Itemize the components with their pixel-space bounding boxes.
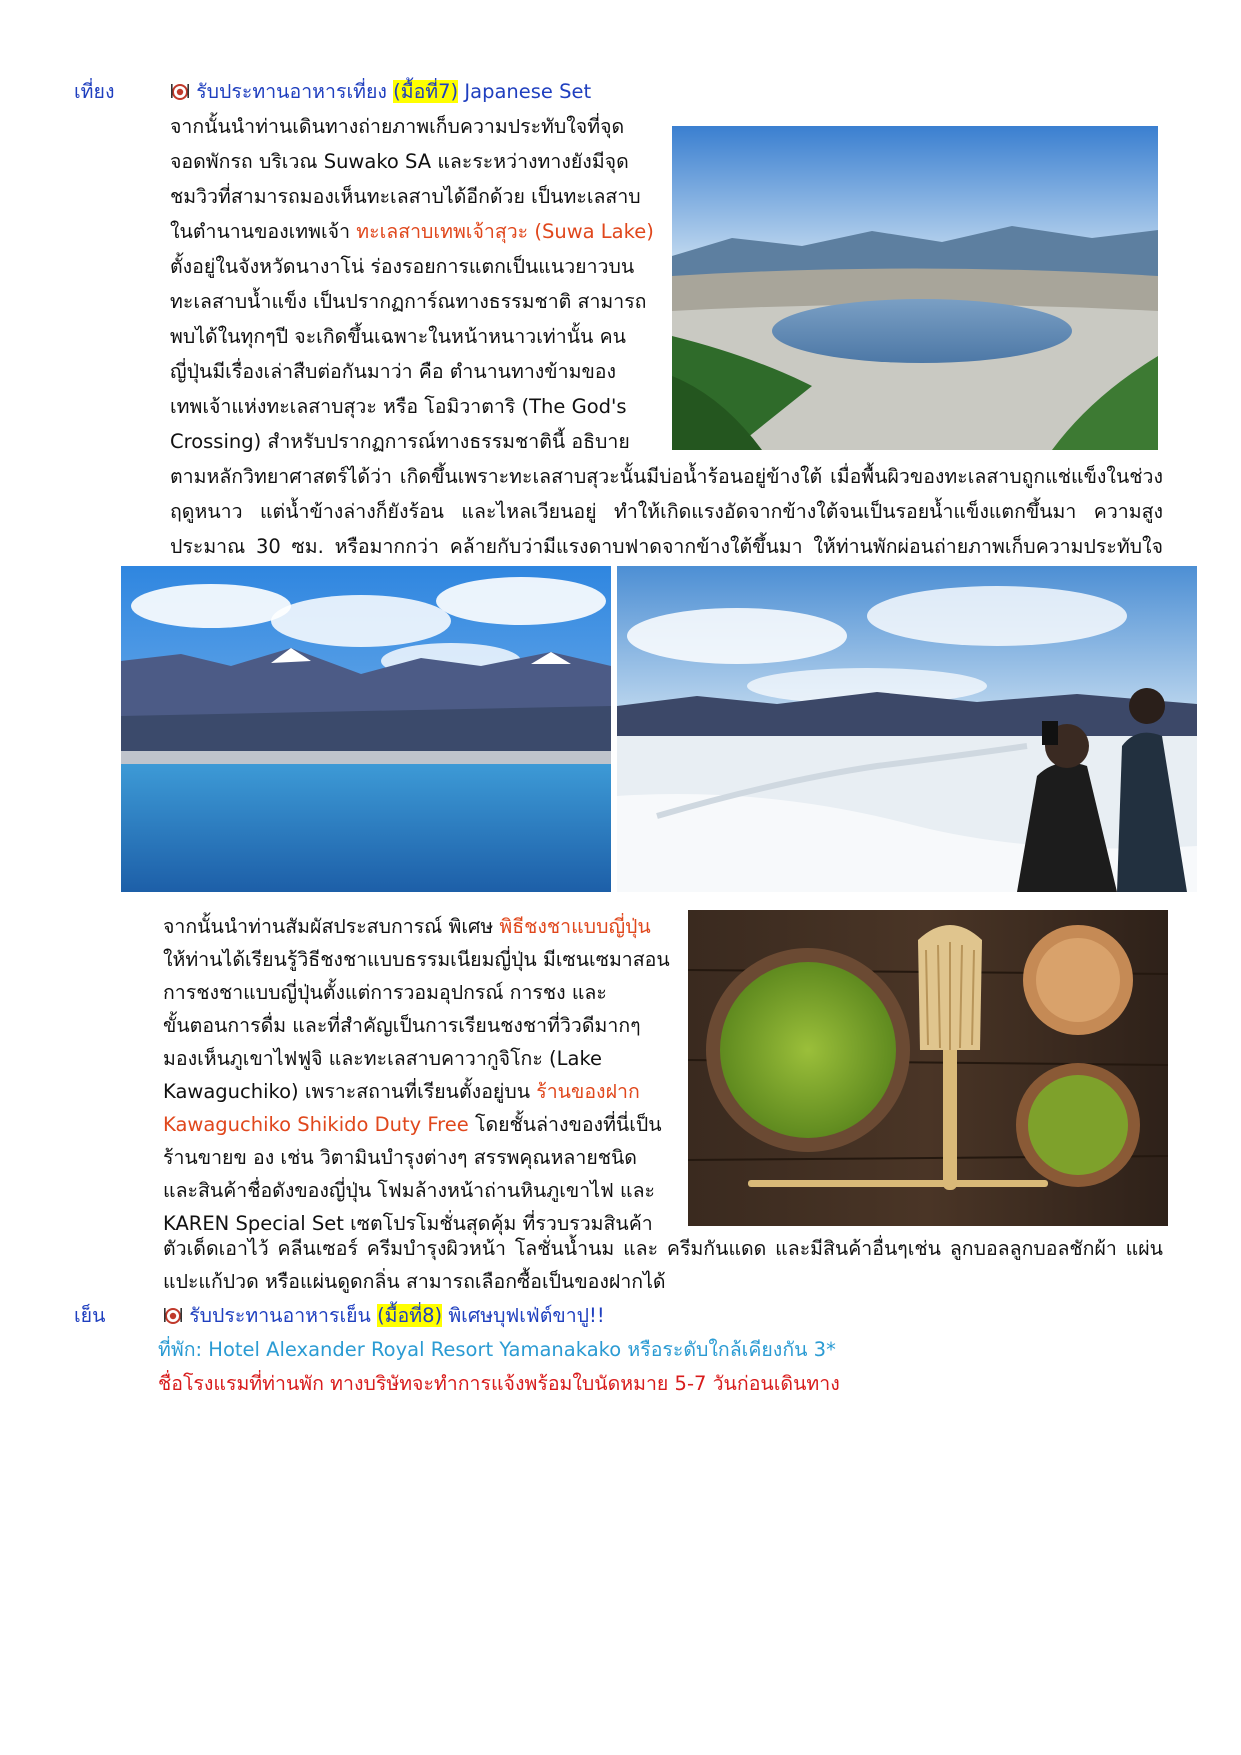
tea-wide-line-2: แปะแก้ปวด หรือแผ่นดูดกลิ่น สามารถเลือกซื้อเป็นของฝากได้ bbox=[163, 1270, 666, 1293]
hotel-info: ที่พัก: Hotel Alexander Royal Resort Yamanakako หรือระดับใกล้เคียงกัน 3* bbox=[158, 1338, 836, 1361]
dinner-title-pre: รับประทานอาหารเย็น bbox=[189, 1304, 378, 1327]
suwa-wide-line-2: ฤดูหนาว แต่น้ำข้างล่างก็ยังร้อน และไหลเวียนอยู่ ทำให้เกิดแรงอัดจากข้างใต้จนเป็นรอยน้ำแข็งแตกขึ้นมา ความสูง bbox=[170, 500, 1163, 523]
lunch-time-label: เที่ยง bbox=[74, 80, 115, 103]
tea-line-6-pre: Kawaguchiko) เพราะสถานที่เรียนตั้งอยู่บน bbox=[163, 1080, 537, 1103]
tea-wide-line-1: ตัวเด็ดเอาไว้ คลีนเซอร์ ครีมบำรุงผิวหน้า โลชั่นน้ำนม และ ครีมกันแดด และมีสินค้าอื่นๆเช่น ลูกบอลลูกบอลชักผ้า แผ่น bbox=[163, 1237, 1163, 1260]
suwa-line-9: เทพเจ้าแห่งทะเลสาบสุวะ หรือ โอมิวาตาริ (The God's bbox=[170, 395, 627, 418]
suwa-line-3: ชมวิวที่สามารถมองเห็นทะเลสาบได้อีกด้วย เป็นทะเลสาบ bbox=[170, 185, 641, 208]
dinner-title-post: พิเศษบุฟเฟ่ต์ขาปู!! bbox=[442, 1304, 605, 1327]
meal-icon bbox=[163, 1301, 183, 1321]
tea-line-8: ร้านขายข อง เช่น วิตามินบำรุงต่างๆ สรรพคุณหลายชนิด bbox=[163, 1146, 637, 1169]
lunch-meal-number: (มื้อที่7) bbox=[393, 80, 459, 103]
meal-icon bbox=[170, 77, 190, 97]
suwa-line-5: ตั้งอยู่ในจังหวัดนางาโน่ ร่องรอยการแตกเป็นแนวยาวบน bbox=[170, 255, 635, 278]
tea-line-9: และสินค้าชื่อดังของญี่ปุ่น โฟมล้างหน้าถ่านหินภูเขาไฟ และ bbox=[163, 1179, 655, 1202]
suwa-line-8: ญี่ปุ่นมีเรื่องเล่าสืบต่อกันมาว่า คือ ตำนานทางข้ามของ bbox=[170, 360, 617, 383]
suwa-line-4 bbox=[170, 214, 654, 249]
tea-ceremony-name: พิธีชงชาแบบญี่ปุ่น bbox=[499, 915, 651, 938]
tea-line-10: KAREN Special Set เซตโปรโมชั่นสุดคุ้ม ที่รวบรวมสินค้า bbox=[163, 1212, 653, 1235]
tea-line-3: การชงชาแบบญี่ปุ่นตั้งแต่การวอมอุปกรณ์ การชง และ bbox=[163, 981, 607, 1004]
lunch-title-pre: รับประทานอาหารเที่ยง bbox=[196, 80, 394, 103]
tea-line-1-pre: จากนั้นนำท่านสัมผัสประสบการณ์ พิเศษ bbox=[163, 915, 500, 938]
tea-line-7-post: โดยชั้นล่างของที่นี่เป็น bbox=[468, 1113, 662, 1136]
suwa-line-4-pre: ในตำนานของเทพเจ้า bbox=[170, 220, 357, 243]
suwa-line-2: จอดพักรถ บริเวณ Suwako SA และระหว่างทางยังมีจุด bbox=[170, 150, 629, 173]
duty-free-name: Kawaguchiko Shikido Duty Free bbox=[163, 1113, 469, 1136]
hotel-notice: ชื่อโรงแรมที่ท่านพัก ทางบริษัทจะทำการแจ้งพร้อมใบนัดหมาย 5-7 วันก่อนเดินทาง bbox=[158, 1372, 840, 1395]
suwa-line-7: พบได้ในทุกๆปี จะเกิดขึ้นเฉพาะในหน้าหนาวเท่านั้น คน bbox=[170, 325, 626, 348]
lunch-title-post: Japanese Set bbox=[458, 80, 592, 103]
suwa-lake-name: ทะเลสาบเทพเจ้าสุวะ (Suwa Lake) bbox=[356, 220, 654, 243]
lunch-title bbox=[170, 74, 591, 109]
suwa-line-10: Crossing) สำหรับปรากฏการณ์ทางธรรมชาตินี้ อธิบาย bbox=[170, 430, 630, 453]
matcha-photo bbox=[688, 910, 1168, 1226]
tea-line-5: มองเห็นภูเขาไฟฟูจิ และทะเลสาบคาวากูจิโกะ (Lake bbox=[163, 1047, 603, 1070]
tea-line-7 bbox=[163, 1107, 662, 1142]
suwa-lake-photo bbox=[672, 126, 1158, 450]
suwa-wide-line-3: ประมาณ 30 ซม. หรือมากกว่า คล้ายกับว่ามีแรงดาบฟาดจากข้างใต้ขึ้นมา ให้ท่านพักผ่อนถ่ายภาพเก็บความประทับใจ bbox=[170, 535, 1163, 558]
tea-line-1 bbox=[163, 909, 651, 944]
souvenir-shop-name: ร้านของฝาก bbox=[536, 1080, 640, 1103]
frozen-lake-photo bbox=[617, 566, 1197, 892]
tea-line-6 bbox=[163, 1074, 640, 1109]
dinner-time-label: เย็น bbox=[74, 1304, 106, 1327]
lake-mountain-photo bbox=[121, 566, 611, 892]
dinner-meal-number: (มื้อที่8) bbox=[377, 1304, 443, 1327]
tea-line-2: ให้ท่านได้เรียนรู้วิธีชงชาแบบธรรมเนียมญี่ปุ่น มีเซนเซมาสอน bbox=[163, 948, 670, 971]
dinner-title bbox=[163, 1298, 605, 1333]
suwa-line-1: จากนั้นนำท่านเดินทางถ่ายภาพเก็บความประทับใจที่จุด bbox=[170, 115, 625, 138]
suwa-line-6: ทะเลสาบน้ำแข็ง เป็นปรากฏการ์ณทางธรรมชาติ สามารถ bbox=[170, 290, 647, 313]
suwa-wide-line-1: ตามหลักวิทยาศาสตร์ได้ว่า เกิดขึ้นเพราะทะเลสาบสุวะนั้นมีบ่อน้ำร้อนอยู่ข้างใต้ เมื่อพื้นผิวของทะเลสาบถูกแช่แข็งในช่วง bbox=[170, 465, 1163, 488]
tea-line-4: ขั้นตอนการดื่ม และที่สำคัญเป็นการเรียนชงชาที่วิวดีมากๆ bbox=[163, 1014, 641, 1037]
